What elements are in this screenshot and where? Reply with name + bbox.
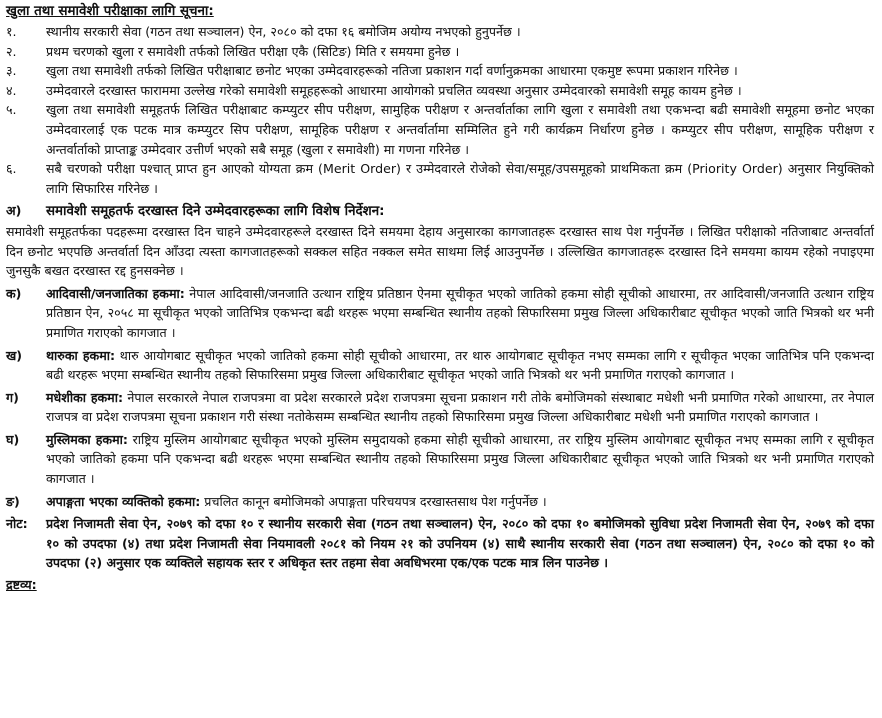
section-text: प्रचलित कानून बमोजिमको अपाङ्गता परिचयपत्र दरखास्तसाथ पेश गर्नुपर्नेछ । [204, 493, 547, 509]
section-text: नेपाल आदिवासी/जनजाति उत्थान राष्ट्रिय प्रतिष्ठान ऐनमा सूचीकृत भएको जातिको हकमा सोही सूचीको आधारमा, तर आदिवासी/जनजाति उत्थान राष्ट्रिय प्रतिष्ठान ऐन, २०५८ मा सूचीकृत भएको जातिभित्र एकभन्दा बढी थरहरू भएमा सम्बन्धित स्थानीय तहको सिफारिसमा प्रमुख जिल्ला अधिकारीबाट सूचीकृत भएको जाति भित्रको थर भनी प्रमाणित गराएको कागजात । [46, 285, 874, 340]
item-number: ३. [6, 63, 17, 79]
notice-list [6, 22, 874, 198]
section-title: समावेशी समूहतर्फ दरखास्त दिने उम्मेदवारहरूका लागि विशेष निर्देशन: [46, 204, 385, 220]
list-item [6, 81, 874, 101]
section-disability [6, 492, 874, 512]
item-number: ५. [6, 102, 17, 118]
special-instructions-body: समावेशी समूहतर्फका पदहरूमा दरखास्त दिन चाहने उम्मेदवारहरूले दरखास्त दिने समयमा देहाय अनुसारका कागजातहरू दरखास्त साथ पेश गर्नुपर्नेछ । लिखित परीक्षाको नतिजाबाट अन्तर्वार्ता दिन छनोट भएपछि अन्तर्वार्ता दिन आँउदा त्यस्ता कागजातहरूको सक्कल सहित नक्कल समेत साथमा लिई आउनुपर्नेछ । उल्लिखित कागजातहरू दरखास्त दिने समयमा कायम रहेको नपाइएमा जुनसुकै बखत दरखास्त रद्द हुनसक्नेछ । [6, 223, 874, 279]
section-title: अपाङ्गता भएका व्यक्तिको हकमा: [46, 493, 201, 509]
notice-title: खुला तथा समावेशी परीक्षाका लागि सूचना: [6, 4, 214, 19]
section-mark: क) [6, 285, 22, 301]
item-text: प्रथम चरणको खुला र समावेशी तर्फको लिखित परीक्षा एकै (सिटिङ) मिति र समयमा हुनेछ । [46, 43, 460, 59]
section-tharu [6, 346, 874, 385]
section-text: थारु आयोगबाट सूचीकृत भएको जातिको हकमा सोही सूचीको आधारमा, तर थारु आयोगबाट सूचीकृत नभए सम्मका लागि र सूचीकृत भएका जातिभित्र पनि एकभन्दा बढी थरहरू भएमा सम्बन्धित स्थानीय तहको सिफारिसमा प्रमुख जिल्ला अधिकारीबाट सूचीकृत भएको जाति भित्रको थर भनी प्रमाणित गराएको कागजात । [46, 347, 874, 383]
item-number: ६. [6, 161, 17, 177]
list-item [6, 61, 874, 81]
footer-label: द्रष्टव्य: [6, 577, 37, 593]
list-item [6, 159, 874, 198]
item-number: ४. [6, 82, 17, 98]
section-mark: ङ) [6, 493, 20, 509]
section-muslim [6, 430, 874, 489]
section-mark: घ) [6, 431, 20, 447]
item-number: १. [6, 24, 17, 39]
item-text: खुला तथा समावेशी समूहतर्फ लिखित परीक्षाबाट कम्प्युटर सीप परीक्षण, सामुहिक परीक्षण र अन्तर्वार्ताका लागि खुला र समावेशी तथा एकभन्दा बढी समावेशी समूहमा छनोट भएका उम्मेदवारलाई एक पटक मात्र कम्प्युटर सिप परीक्षण, सामूहिक परीक्षण र अन्तर्वार्तामा सम्मिलित हुने गरी कार्यक्रम निर्धारण हुनेछ । कम्प्युटर सीप परीक्षण, सामूहिक परीक्षण र अन्तर्वार्ताको प्राप्ताङ्क उम्मेदवार उत्तीर्ण भएको सबै समूह (खुला र समावेशी) मा गणना गरिनेछ । [46, 102, 874, 157]
list-item [6, 22, 874, 42]
section-madhesi [6, 388, 874, 427]
special-instructions-section [6, 201, 874, 222]
item-text: खुला तथा समावेशी तर्फको लिखित परीक्षाबाट छनोट भएका उम्मेदवारहरूको नतिजा प्रकाशन गर्दा वर्णानुक्रमका आधारमा एकमुष्ट रूपमा प्रकाशन गरिनेछ । [46, 63, 738, 79]
note-mark: नोट: [6, 516, 28, 532]
item-text: सबै चरणको परीक्षा पश्चात् प्राप्त हुन आएको योग्यता क्रम (Merit Order) र उम्मेदवारले रोजेको सेवा/समूह/उपसमूहको प्राथमिकता क्रम (Priority Order) अनुसार नियुक्तिको लागि सिफारिस गरिनेछ । [46, 161, 874, 196]
section-indigenous [6, 284, 874, 343]
section-title: आदिवासी/जनजातिका हकमा: [46, 285, 185, 301]
section-title: मधेशीका हकमा: [46, 389, 124, 405]
section-text: नेपाल सरकारले नेपाल राजपत्रमा वा प्रदेश सरकारले प्रदेश राजपत्रमा सूचना प्रकाशन गरी तोके बमोजिमको संस्थाबाट मधेशी भनी प्रमाणित गरेको आधारमा, तर नेपाल राजपत्र वा प्रदेश राजपत्रमा सूचना प्रकाशन गरी संस्था नतोकेसम्म सम्बन्धित स्थानीय तहको सिफारिसमा प्रमुख जिल्ला अधिकारीबाट मधेशी भनी प्रमाणित गराएको कागजात । [46, 389, 874, 425]
item-text: उम्मेदवारले दरखास्त फाराममा उल्लेख गरेको समावेशी समूहहरूको आधारमा आयोगको प्रचलित व्यवस्था अनुसार उम्मेदवारको समावेशी समूह कायम हुनेछ । [46, 82, 742, 98]
section-mark: अ) [6, 203, 22, 219]
section-title: थारुका हकमा: [46, 347, 116, 363]
item-number: २. [6, 43, 17, 59]
section-text: राष्ट्रिय मुस्लिम आयोगबाट सूचीकृत भएको मुस्लिम समुदायको हकमा सोही सूचीको आधारमा, तर राष्ट्रिय मुस्लिम आयोगबाट सूचीकृत नभए सम्मका लागि र सूचीकृत भएको जातिको हकमा पनि एकभन्दा बढी थरहरू भएमा सम्बन्धित स्थानीय तहको सिफारिसमा प्रमुख जिल्ला अधिकारीबाट सूचीकृत भएको जाति भित्रको थर भनी प्रमाणित गराएको कागजात । [46, 431, 874, 487]
section-title: मुस्लिमका हकमा: [46, 431, 128, 447]
note-section [6, 514, 874, 573]
list-item [6, 42, 874, 62]
item-text: स्थानीय सरकारी सेवा (गठन तथा सञ्चालन) ऐन, २०८० को दफा १६ बमोजिम अयोग्य नभएको हुनुपर्नेछ । [46, 24, 521, 39]
note-text: प्रदेश निजामती सेवा ऐन, २०७९ को दफा १० र स्थानीय सरकारी सेवा (गठन तथा सञ्चालन) ऐन, २०८० को दफा १० बमोजिमको सुविधा प्रदेश निजामती सेवा ऐन, २०७९ को दफा १० को उपदफा (४) तथा प्रदेश निजामती सेवा नियमावली २०८१ को नियम २१ को उपनियम (४) साथै स्थानीय सरकारी सेवा (गठन तथा सञ्चालन) ऐन, २०८० को दफा १० को उपदफा (२) अनुसार एक व्यक्तिले सहायक स्तर र अधिकृत स्तर तहमा सेवा अवधिभरमा एक/एक पटक मात्र लिन पाउनेछ । [46, 516, 874, 571]
section-mark: ख) [6, 347, 23, 363]
list-item [6, 100, 874, 159]
section-mark: ग) [6, 389, 19, 405]
